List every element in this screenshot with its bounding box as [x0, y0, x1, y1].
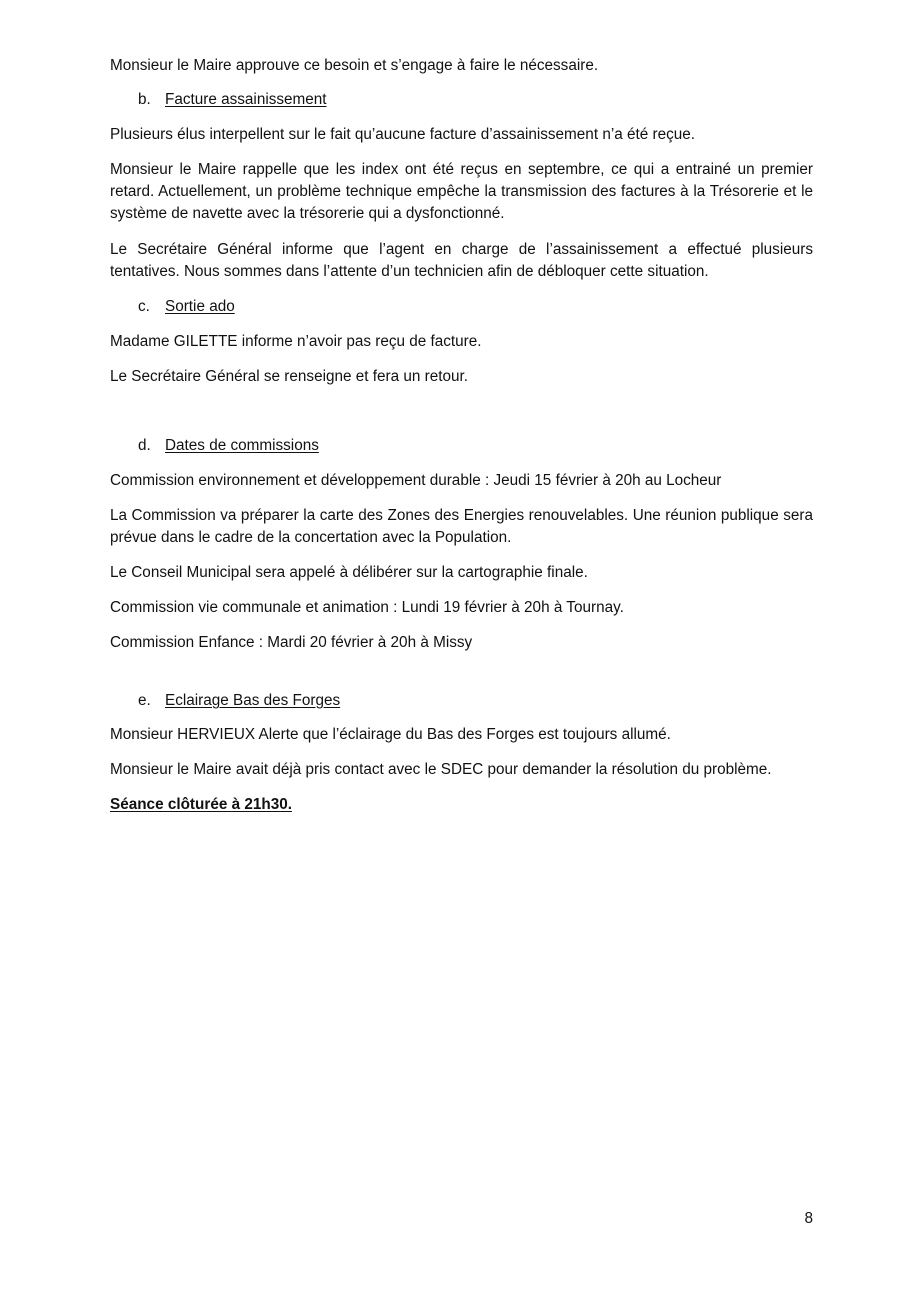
section-heading-d [138, 435, 319, 457]
paragraph-maire-rappelle: Monsieur le Maire rappelle que les index ont été reçus en septembre, ce qui a entrainé un premier retard. Actuellement, un problème technique empêche la transmission des factures à la Trésorerie et le système de navette avec la trésorerie qui a dysfonctionné. [110, 161, 813, 222]
section-title: Dates de commissions [165, 437, 319, 454]
section-letter: d. [138, 437, 151, 454]
section-heading-e [138, 690, 340, 712]
section-letter: b. [138, 91, 151, 108]
section-title: Sortie ado [165, 298, 235, 315]
section-heading-b [138, 89, 327, 111]
paragraph-hervieux-alerte: Monsieur HERVIEUX Alerte que l’éclairage du Bas des Forges est toujours allumé. [110, 726, 671, 743]
paragraph-commission-carte: La Commission va préparer la carte des Zones des Energies renouvelables. Une réunion publique sera prévue dans le cadre de la concertation avec la Population. [110, 507, 813, 546]
section-title: Eclairage Bas des Forges [165, 692, 341, 709]
page-number: 8 [804, 1210, 813, 1227]
paragraph-maire-approuve: Monsieur le Maire approuve ce besoin et s’engage à faire le nécessaire. [110, 57, 599, 74]
section-heading-c [138, 296, 235, 318]
paragraph-commission-environnement: Commission environnement et développement durable : Jeudi 15 février à 20h au Locheur [110, 472, 722, 489]
paragraph-maire-sdec: Monsieur le Maire avait déjà pris contact avec le SDEC pour demander la résolution du problème. [110, 761, 772, 778]
paragraph-commission-vie-communale: Commission vie communale et animation : Lundi 19 février à 20h à Tournay. [110, 599, 624, 616]
paragraph-commission-enfance: Commission Enfance : Mardi 20 février à 20h à Missy [110, 634, 473, 651]
section-title: Facture assainissement [165, 91, 327, 108]
closing-line [110, 794, 813, 816]
paragraph-conseil-municipal: Le Conseil Municipal sera appelé à délibérer sur la cartographie finale. [110, 564, 588, 581]
section-letter: c. [138, 298, 150, 315]
section-letter: e. [138, 692, 151, 709]
paragraph-gilette: Madame GILETTE informe n’avoir pas reçu de facture. [110, 333, 482, 350]
paragraph-secretaire-informe: Le Secrétaire Général informe que l’agent en charge de l’assainissement a effectué plusieurs tentatives. Nous sommes dans l’attente d’un technicien afin de débloquer cette situation. [110, 241, 813, 280]
paragraph-secretaire-retour: Le Secrétaire Général se renseigne et fera un retour. [110, 368, 468, 385]
closing-text: Séance clôturée à 21h30. [110, 796, 292, 813]
paragraph-elus-interpellent: Plusieurs élus interpellent sur le fait qu’aucune facture d’assainissement n’a été reçue. [110, 126, 696, 143]
